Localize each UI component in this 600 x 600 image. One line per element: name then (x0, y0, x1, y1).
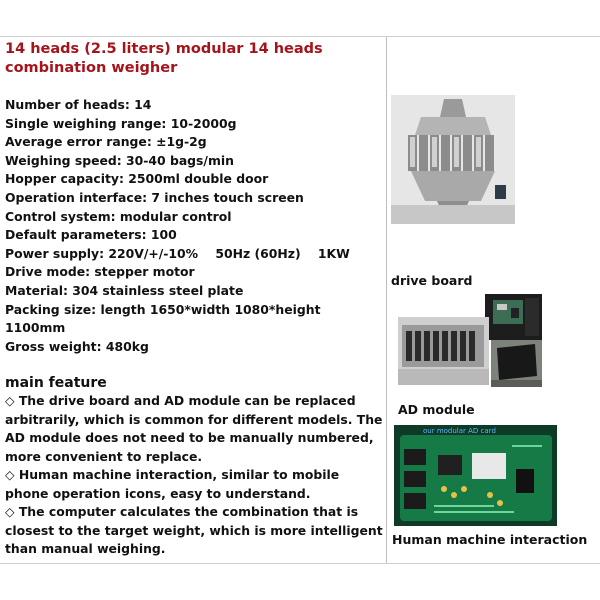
ad-card-photo (394, 425, 557, 526)
spec-control-system: Control system: modular control (5, 208, 232, 224)
drive-board-photo (485, 294, 542, 340)
feature-list (5, 392, 383, 559)
diamond-bullet-icon: ◇ (5, 504, 15, 519)
spec-number-of-heads: Number of heads: 14 (5, 97, 152, 112)
spec-error-range: Average error range: ±1g-2g (5, 134, 207, 150)
spec-weighing-speed: Weighing speed: 30-40 bags/min (5, 152, 234, 168)
spec-default-parameters: Default parameters: 100 (5, 227, 177, 243)
spec-packing-size: Packing size: length 1650*width 1080*height 1100mm (5, 301, 321, 336)
weigher-photo (391, 95, 515, 224)
spec-weighing-range: Single weighing range: 10-2000g (5, 115, 237, 131)
drive-board-label: drive board (391, 273, 473, 288)
feature-text: The computer calculates the combination that is closest to the target weight, which is more intelligent than manual weighing. (5, 504, 383, 556)
diamond-bullet-icon: ◇ (5, 467, 15, 482)
page-title: 14 heads (2.5 liters) modular 14 heads combination weigher (5, 41, 323, 76)
spec-list (5, 96, 380, 356)
feature-text: The drive board and AD module can be replaced arbitrarily, which is common for different models. The AD module does not need to be manually numbered, more convenient to replace. (5, 393, 383, 464)
spec-material: Material: 304 stainless steel plate (5, 282, 244, 298)
top-divider (0, 36, 600, 37)
feature-item (5, 392, 383, 466)
spec-gross-weight: Gross weight: 480kg (5, 338, 149, 354)
machine-interior-photo (398, 317, 489, 385)
spec-hopper-capacity: Hopper capacity: 2500ml double door (5, 171, 269, 187)
diamond-bullet-icon: ◇ (5, 393, 15, 408)
module-box-photo (491, 340, 542, 387)
feature-text: Human machine interaction, similar to mobile phone operation icons, easy to understand. (5, 467, 340, 501)
bottom-divider (0, 563, 600, 564)
ad-module-label: AD module (398, 402, 475, 417)
spec-operation-interface: Operation interface: 7 inches touch screen (5, 189, 304, 205)
spec-drive-mode: Drive mode: stepper motor (5, 264, 195, 280)
pcb-caption: our modular AD card (423, 427, 496, 435)
feature-item (5, 466, 383, 503)
feature-item (5, 503, 383, 559)
main-feature-heading: main feature (5, 375, 107, 391)
spec-power-supply: Power supply: 220V/+/-10% 50Hz (60Hz) 1KW (5, 245, 350, 261)
column-divider (386, 37, 387, 563)
hmi-label: Human machine interaction (392, 532, 588, 547)
